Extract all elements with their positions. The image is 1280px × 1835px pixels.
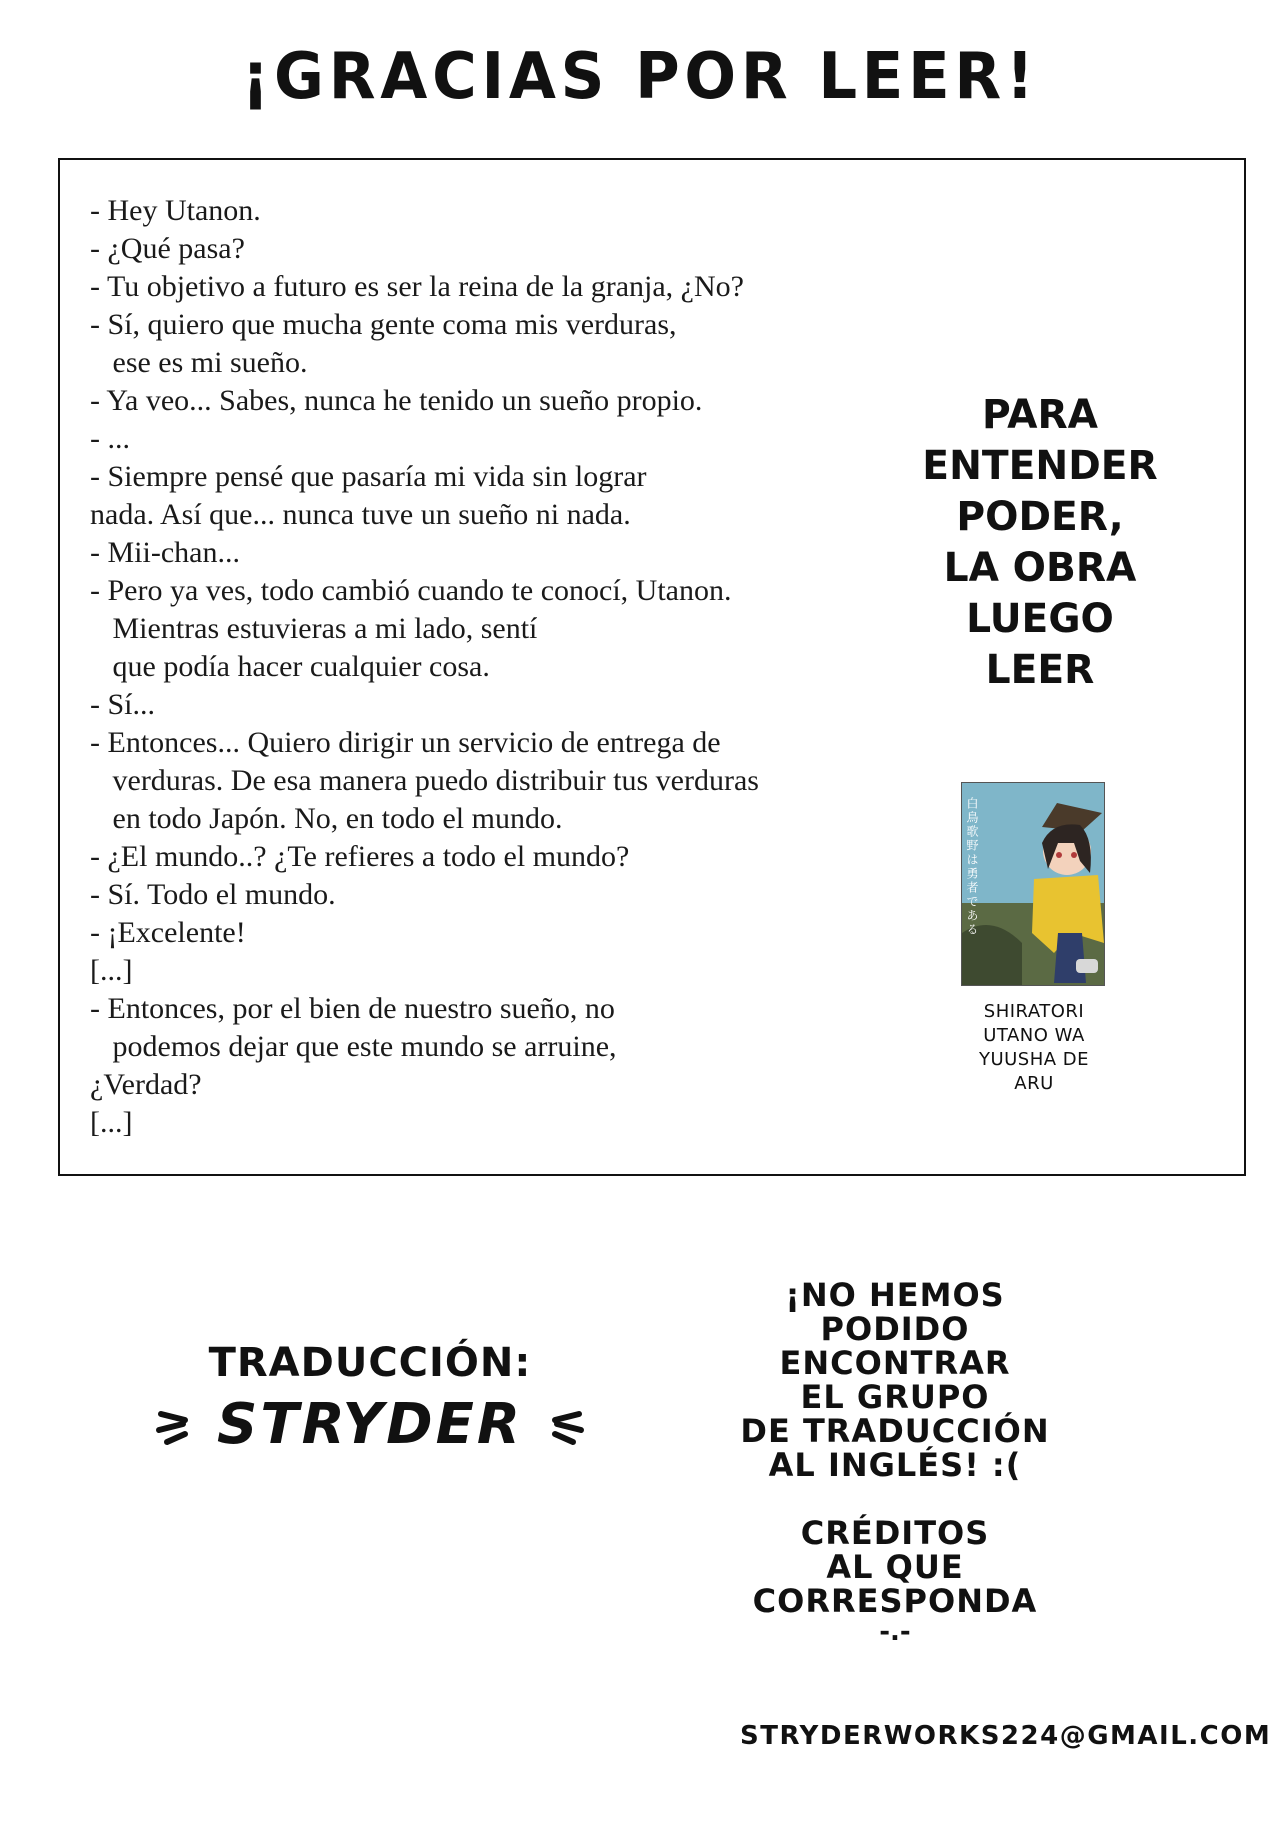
dialogue-line: - ¿Qué pasa?: [90, 232, 245, 265]
side-note-line: LEER: [985, 647, 1095, 693]
side-note-line: ENTENDER: [922, 443, 1158, 489]
cover-title: 白鳥歌野は勇者である: [965, 797, 979, 937]
side-note-line: PARA: [981, 392, 1098, 438]
cover-caption-line: SHIRATORI: [983, 1001, 1085, 1022]
notice-line: DE TRADUCCIÓN: [740, 1412, 1050, 1450]
dialogue-line: - Sí, quiero que mucha gente coma mis verduras,: [90, 308, 677, 341]
face-emoticon: -.-: [879, 1617, 911, 1647]
page-title: ¡GRACIAS POR LEER!: [241, 40, 1039, 114]
dialogue-line: en todo Japón. No, en todo el mundo.: [90, 802, 563, 835]
dash-left-icon: [155, 1400, 195, 1450]
notice-line: EL GRUPO: [800, 1378, 990, 1416]
dialogue-line: nada. Así que... nunca tuve un sueño ni nada.: [90, 498, 631, 531]
dialogue-line: que podía hacer cualquier cosa.: [90, 650, 490, 683]
cover-caption-line: UTANO WA: [983, 1025, 1085, 1046]
notice-line: CRÉDITOS: [800, 1514, 990, 1552]
dialogue-line: podemos dejar que este mundo se arruine,: [90, 1030, 617, 1063]
credits-name: STRYDER: [217, 1392, 523, 1457]
translation-notice: [730, 1276, 1060, 1647]
cover-caption-line: YUUSHA DE: [978, 1049, 1090, 1070]
notice-group: [730, 1514, 1060, 1647]
translation-credits: [150, 1340, 590, 1457]
dialogue-line: - Tu objetivo a futuro es ser la reina de la granja, ¿No?: [90, 270, 744, 303]
book-cover-image: [961, 782, 1105, 986]
dialogue-line: - Entonces, por el bien de nuestro sueño, no: [90, 992, 615, 1025]
notice-line: ¡NO HEMOS: [785, 1276, 1005, 1314]
side-note: [890, 390, 1190, 696]
dialogue-line: - Mii-chan...: [90, 536, 240, 569]
dialogue-box: [58, 158, 1246, 1176]
dialogue-line: - Sí. Todo el mundo.: [90, 878, 336, 911]
dialogue-line: verduras. De esa manera puedo distribuir tus verduras: [90, 764, 759, 797]
dialogue-list: [90, 192, 930, 1142]
dialogue-line: - Pero ya ves, todo cambió cuando te conocí, Utanon.: [90, 574, 732, 607]
dialogue-line: - Entonces... Quiero dirigir un servicio de entrega de: [90, 726, 721, 759]
dialogue-line: - Siempre pensé que pasaría mi vida sin lograr: [90, 460, 647, 493]
dialogue-line: - ¿El mundo..? ¿Te refieres a todo el mundo?: [90, 840, 630, 873]
credits-label: TRADUCCIÓN:: [208, 1340, 532, 1386]
notice-line: CORRESPONDA: [752, 1582, 1038, 1620]
dialogue-line: [...]: [90, 954, 133, 987]
side-note-line: LUEGO: [966, 596, 1114, 642]
cover-caption-line: ARU: [1014, 1073, 1054, 1094]
dialogue-line: - Sí...: [90, 688, 156, 721]
dialogue-line: - Ya veo... Sabes, nunca he tenido un sueño propio.: [90, 384, 703, 417]
dialogue-line: ese es mi sueño.: [90, 346, 308, 379]
notice-line: AL QUE: [826, 1548, 964, 1586]
dialogue-line: Mientras estuvieras a mi lado, sentí: [90, 612, 538, 645]
side-note-line: PODER,: [956, 494, 1124, 540]
notice-line: AL INGLÉS! :(: [768, 1446, 1022, 1484]
notice-line: PODIDO: [820, 1310, 970, 1348]
notice-group: [730, 1278, 1060, 1482]
dialogue-line: - ¡Excelente!: [90, 916, 246, 949]
side-note-line: LA OBRA: [943, 545, 1137, 591]
notice-line: ENCONTRAR: [779, 1344, 1011, 1382]
dash-right-icon: [545, 1400, 585, 1450]
cover-caption: [940, 1000, 1128, 1096]
dialogue-line: [...]: [90, 1106, 133, 1139]
dialogue-line: ¿Verdad?: [90, 1068, 202, 1101]
dialogue-line: - ...: [90, 422, 130, 455]
dialogue-line: - Hey Utanon.: [90, 194, 261, 227]
contact-email: STRYDERWORKS224@GMAIL.COM: [740, 1721, 1272, 1751]
credits-name-row: [150, 1392, 590, 1457]
